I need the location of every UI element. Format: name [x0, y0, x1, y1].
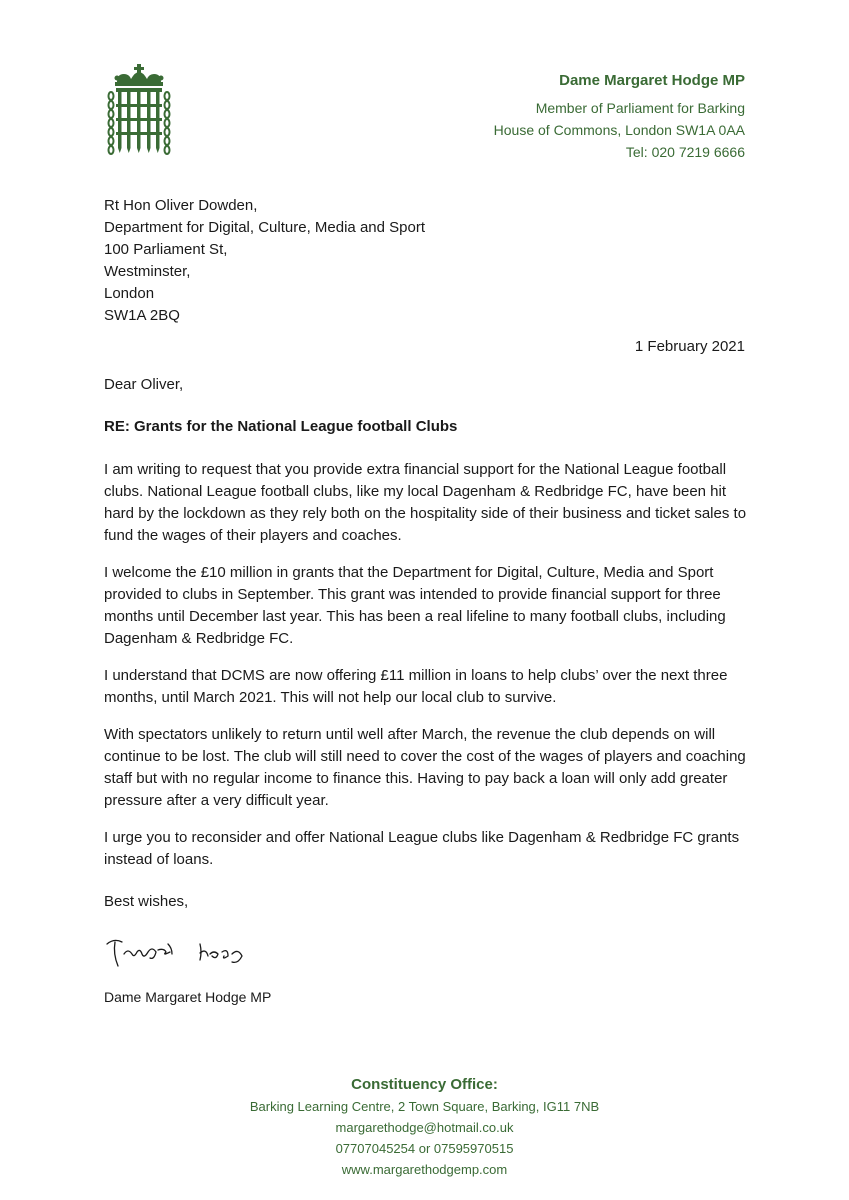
body-paragraph: I am writing to request that you provide extra financial support for the National League football clubs. National League football clubs, like my local Dagenham & Redbridge FC, have been hit hard by the lockdown as they rely both on the hospitality side of their business and ticket sales to fund the wages of their players and coaches. [104, 461, 747, 544]
footer-website[interactable]: www.margarethodgemp.com [341, 1162, 508, 1177]
sender-tel: Tel: 020 7219 6666 [625, 144, 745, 160]
recipient-line: SW1A 2BQ [104, 307, 180, 324]
recipient-line: Westminster, [104, 263, 191, 280]
recipient-line: London [104, 285, 155, 302]
sender-name: Dame Margaret Hodge MP [559, 72, 745, 89]
letter-date: 1 February 2021 [634, 338, 745, 355]
recipient-line: Rt Hon Oliver Dowden, [104, 197, 258, 214]
sender-role: Member of Parliament for Barking [535, 100, 745, 116]
body-paragraph: I welcome the £10 million in grants that the Department for Digital, Culture, Media and Sport provided to clubs in September. This grant was intended to provide financial support for three months until December last year. This has been a real lifeline to many football clubs, including Dagenham & Redbridge FC. [104, 564, 726, 647]
body-paragraph: I understand that DCMS are now offering £11 million in loans to help clubs’ over the next three months, until March 2021. This will not help our local club to survive. [104, 667, 728, 706]
signer-name: Dame Margaret Hodge MP [104, 989, 272, 1005]
footer-phones: 07707045254 or 07595970515 [335, 1141, 514, 1156]
subject-line: RE: Grants for the National League football Clubs [104, 418, 458, 435]
letter-body [104, 459, 749, 886]
body-paragraph: With spectators unlikely to return until well after March, the revenue the club depends on will continue to be lost. The club will still need to cover the cost of the wages of players and coaching staff but with no regular income to finance this. Having to pay back a loan will only add greater pressure after a very difficult year. [104, 726, 746, 809]
portcullis-icon [107, 64, 171, 164]
recipient-address [104, 195, 425, 327]
body-paragraph: I urge you to reconsider and offer National League clubs like Dagenham & Redbridge FC grants instead of loans. [104, 829, 740, 868]
recipient-line: Department for Digital, Culture, Media and Sport [104, 219, 425, 236]
footer-email[interactable]: margarethodge@hotmail.co.uk [335, 1120, 514, 1135]
sender-block [494, 70, 745, 163]
footer-address: Barking Learning Centre, 2 Town Square, Barking, IG11 7NB [249, 1099, 600, 1114]
handwritten-signature [104, 932, 264, 972]
recipient-line: 100 Parliament St, [104, 241, 228, 258]
closing: Best wishes, [104, 893, 189, 910]
salutation: Dear Oliver, [104, 376, 184, 393]
footer-constituency-office [0, 1074, 849, 1180]
sender-address: House of Commons, London SW1A 0AA [493, 122, 745, 138]
footer-title: Constituency Office: [351, 1076, 498, 1093]
